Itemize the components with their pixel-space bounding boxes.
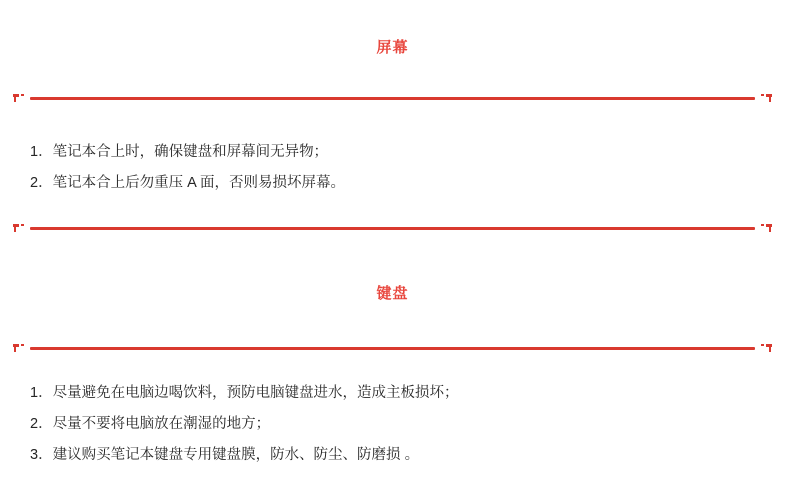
- divider-bar: [30, 227, 755, 230]
- section-screen-content: [0, 142, 785, 204]
- section-screen-title-wrap: [0, 40, 785, 55]
- list-item: 3．建议购买笔记本键盘专用键盘膜，防水、防尘、防磨损 。: [30, 447, 420, 464]
- corner-ornament-icon: [12, 221, 26, 235]
- divider-bottom-screen: [0, 221, 785, 235]
- decorative-divider: [8, 221, 777, 235]
- list-item: 2．笔记本合上后勿重压 A 面，否则易损坏屏幕。: [30, 175, 345, 192]
- section-keyboard-content: [0, 383, 785, 476]
- section-title-keyboard: 键盘: [376, 285, 409, 302]
- list-item: 1．笔记本合上时，确保键盘和屏幕间无异物；: [30, 144, 329, 160]
- decorative-divider: [8, 91, 777, 105]
- section-keyboard-title-wrap: [0, 286, 785, 301]
- decorative-divider: [8, 341, 777, 355]
- divider-bar: [30, 347, 755, 350]
- corner-ornament-icon: [12, 341, 26, 355]
- list-item: 1．尽量避免在电脑边喝饮料，预防电脑键盘进水，造成主板损坏；: [30, 385, 459, 401]
- corner-ornament-icon: [759, 91, 773, 105]
- screen-tips-list: [0, 142, 785, 194]
- corner-ornament-icon: [759, 221, 773, 235]
- list-item: 2．尽量不要将电脑放在潮湿的地方；: [30, 416, 271, 433]
- keyboard-tips-list: [0, 383, 785, 466]
- section-title-screen: 屏幕: [376, 39, 409, 56]
- divider-top-screen: [0, 91, 785, 105]
- corner-ornament-icon: [12, 91, 26, 105]
- corner-ornament-icon: [759, 341, 773, 355]
- divider-bar: [30, 97, 755, 100]
- divider-top-keyboard: [0, 341, 785, 355]
